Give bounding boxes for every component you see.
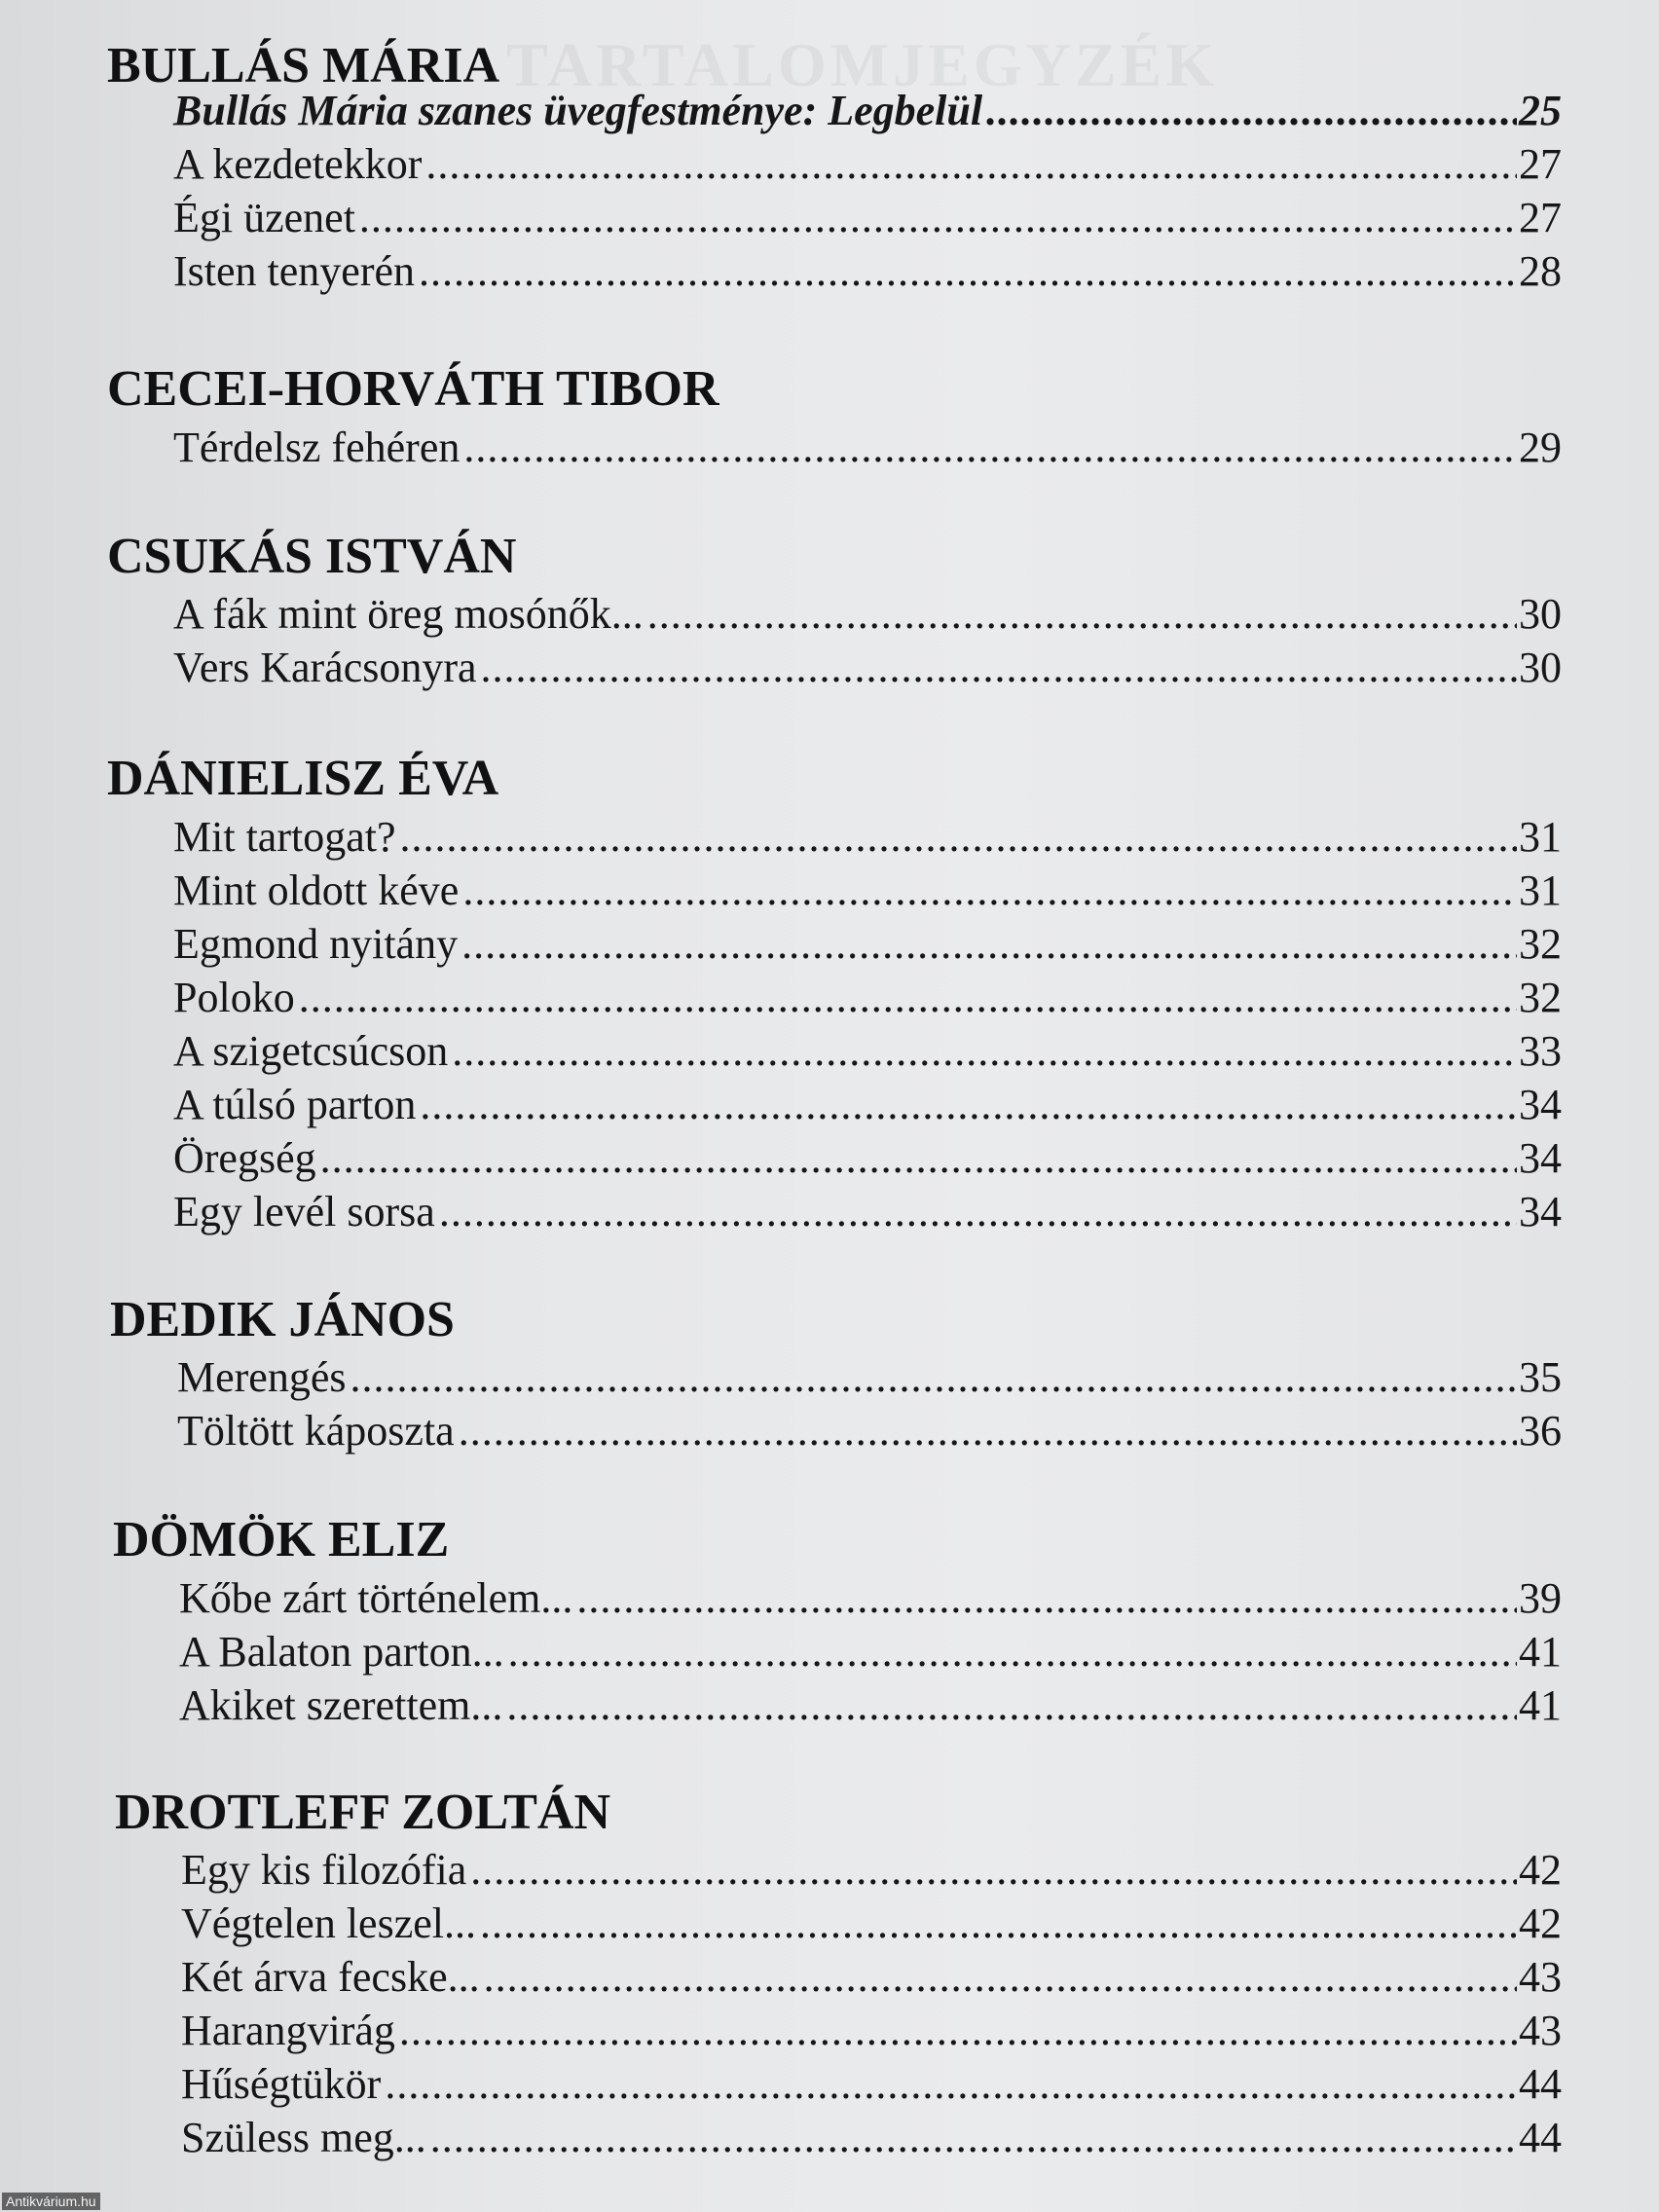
entry-title: Két árva fecske... (181, 1953, 480, 2001)
entry-title: A szigetcsúcson (173, 1027, 449, 1075)
dot-leader (439, 1187, 1517, 1237)
entry-page-number: 25 (1519, 87, 1562, 134)
entry-page-number: 42 (1519, 1899, 1562, 1947)
entry-page-number: 27 (1519, 194, 1562, 241)
toc-entry[interactable] (173, 1133, 1562, 1184)
entry-title: Egmond nyitány (173, 920, 459, 968)
entry-page-number: 29 (1519, 424, 1562, 471)
entry-title: A túlsó parton (173, 1081, 417, 1128)
entry-title: Térdelsz fehéren (173, 424, 461, 471)
toc-entry[interactable] (173, 589, 1562, 640)
entry-title: Égi üzenet (173, 194, 355, 241)
entry-page-number: 34 (1519, 1081, 1562, 1128)
entry-title: Vers Karácsonyra (173, 644, 477, 691)
watermark-label: Antikvárium.hu (2, 2193, 100, 2210)
dot-leader (419, 246, 1517, 297)
dot-leader (484, 1952, 1517, 2003)
toc-entry[interactable] (179, 1680, 1562, 1731)
entry-title: Kőbe zárt történelem... (179, 1574, 573, 1622)
entry-page-number: 44 (1519, 2114, 1562, 2161)
toc-entry[interactable] (173, 1080, 1562, 1130)
entry-page-number: 36 (1519, 1407, 1562, 1455)
toc-entry[interactable] (173, 1026, 1562, 1077)
entry-title: Végtelen leszel... (181, 1899, 476, 1947)
toc-entry[interactable] (181, 2006, 1562, 2056)
entry-title: Merengés (177, 1353, 347, 1401)
entry-title: Harangvirág (181, 2007, 395, 2054)
entry-page-number: 39 (1519, 1574, 1562, 1622)
entry-page-number: 31 (1519, 813, 1562, 861)
entry-title: Egy kis filozófia (181, 1846, 467, 1894)
dot-leader (576, 1573, 1517, 1624)
toc-entry[interactable] (173, 812, 1562, 863)
dot-leader (400, 812, 1518, 863)
toc-entry[interactable] (177, 1352, 1562, 1403)
entry-title: Töltött káposzta (177, 1407, 455, 1455)
entry-page-number: 32 (1519, 920, 1562, 968)
entry-page-number: 41 (1519, 1681, 1562, 1729)
entry-page-number: 35 (1519, 1353, 1562, 1401)
entry-title: Mit tartogat? (173, 813, 396, 861)
dot-leader (430, 2113, 1517, 2163)
toc-entry[interactable] (173, 973, 1562, 1023)
author-heading: BULLÁS MÁRIA (107, 38, 500, 93)
dot-leader (459, 1406, 1517, 1456)
toc-entry[interactable] (173, 246, 1562, 297)
dot-leader (320, 1133, 1517, 1184)
dot-leader (986, 86, 1517, 136)
entry-page-number: 32 (1519, 974, 1562, 1021)
dot-leader (350, 1352, 1518, 1403)
entry-page-number: 43 (1519, 1953, 1562, 2001)
toc-entry[interactable] (173, 919, 1562, 970)
entry-page-number: 42 (1519, 1846, 1562, 1894)
author-heading: CSUKÁS ISTVÁN (107, 529, 517, 584)
toc-entry[interactable] (177, 1406, 1562, 1456)
toc-entry[interactable] (181, 1899, 1562, 1949)
toc-entry[interactable] (173, 423, 1562, 473)
dot-leader (399, 2006, 1517, 2056)
toc-entry[interactable] (179, 1627, 1562, 1677)
toc-entry[interactable] (181, 1952, 1562, 2003)
entry-title: Öregség (173, 1134, 316, 1182)
toc-entry[interactable] (173, 1187, 1562, 1237)
author-heading: DÖMÖK ELIZ (113, 1512, 450, 1567)
author-heading: DÁNIELISZ ÉVA (107, 751, 499, 806)
toc-entry[interactable] (181, 1845, 1562, 1896)
dot-leader (481, 643, 1517, 693)
entry-title: Bullás Mária szanes üvegfestménye: Legbelül (173, 87, 983, 134)
entry-title: A kezdetekkor (173, 140, 423, 188)
entry-title: A fák mint öreg mosónők... (173, 590, 644, 638)
dot-leader (506, 1680, 1517, 1731)
entry-page-number: 34 (1519, 1188, 1562, 1235)
dot-leader (463, 423, 1517, 473)
entry-page-number: 28 (1519, 247, 1562, 295)
entry-title: Isten tenyerén (173, 247, 415, 295)
entry-page-number: 33 (1519, 1027, 1562, 1075)
dot-leader (647, 589, 1517, 640)
toc-entry[interactable] (173, 193, 1562, 243)
toc-entry[interactable] (173, 643, 1562, 693)
entry-page-number: 27 (1519, 140, 1562, 188)
entry-page-number: 31 (1519, 866, 1562, 914)
entry-page-number: 41 (1519, 1628, 1562, 1676)
entry-title: Hűségtükör (181, 2060, 382, 2108)
entry-page-number: 34 (1519, 1134, 1562, 1182)
show-through-text: TARTALOMJEGYZÉK (506, 30, 1218, 99)
dot-leader (508, 1627, 1517, 1677)
entry-title: Akiket szerettem... (179, 1681, 503, 1729)
toc-entry[interactable] (181, 2059, 1562, 2110)
dot-leader (452, 1026, 1517, 1077)
entry-page-number: 30 (1519, 644, 1562, 691)
author-heading: DEDIK JÁNOS (110, 1292, 455, 1347)
entry-title: Szüless meg... (181, 2114, 426, 2161)
dot-leader (359, 193, 1517, 243)
author-heading: DROTLEFF ZOLTÁN (115, 1785, 611, 1840)
toc-entry[interactable] (173, 139, 1562, 190)
toc-entry[interactable] (173, 86, 1562, 136)
dot-leader (420, 1080, 1517, 1130)
dot-leader (461, 919, 1517, 970)
dot-leader (299, 973, 1517, 1023)
author-heading: CECEI-HORVÁTH TIBOR (107, 361, 719, 417)
toc-entry[interactable] (179, 1573, 1562, 1624)
entry-title: Egy levél sorsa (173, 1188, 435, 1235)
dot-leader (385, 2059, 1517, 2110)
entry-page-number: 30 (1519, 590, 1562, 638)
entry-page-number: 44 (1519, 2060, 1562, 2108)
entry-page-number: 43 (1519, 2007, 1562, 2054)
toc-entry[interactable] (173, 866, 1562, 916)
dot-leader (425, 139, 1517, 190)
entry-title: Poloko (173, 974, 295, 1021)
entry-title: A Balaton parton... (179, 1628, 504, 1676)
entry-title: Mint oldott kéve (173, 866, 460, 914)
toc-entry[interactable] (181, 2113, 1562, 2163)
dot-leader (480, 1899, 1517, 1949)
dot-leader (462, 866, 1517, 916)
dot-leader (470, 1845, 1517, 1896)
